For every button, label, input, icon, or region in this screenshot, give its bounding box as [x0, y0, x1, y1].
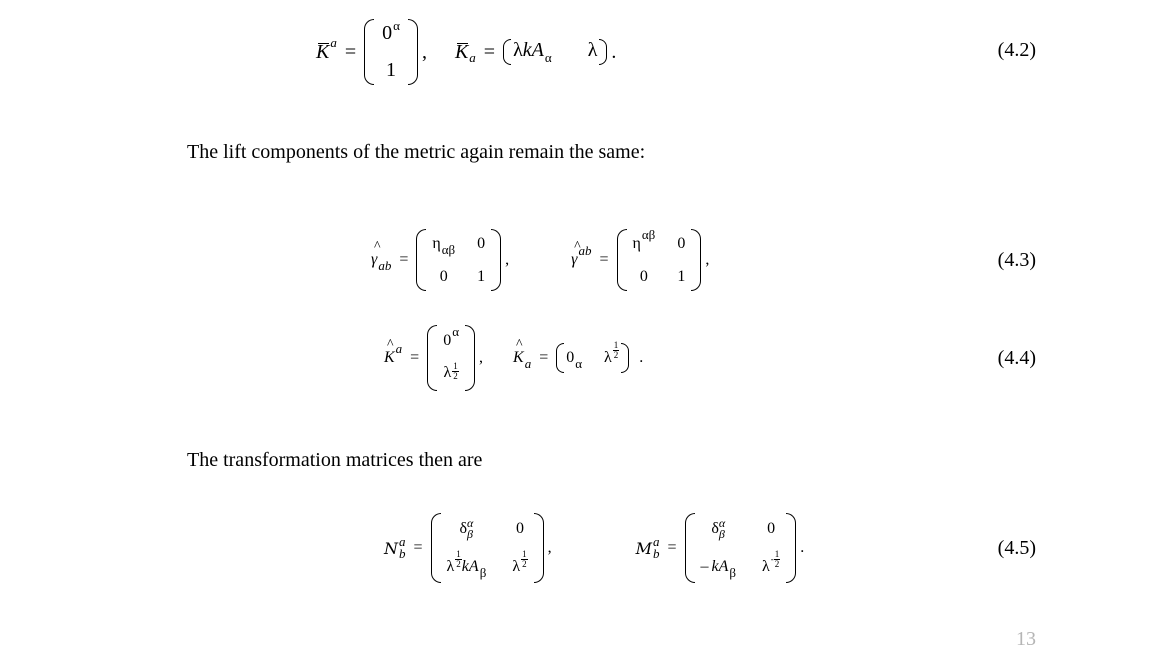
index-ab-upper: ab: [578, 243, 592, 258]
comma: ,: [421, 40, 427, 63]
page-number: 13: [1016, 628, 1036, 650]
sub-alpha: α: [544, 50, 552, 65]
matrix-N: δ α β 0 λ $\frac{1}{2}$ k A β λ $\frac{1}{2}$: [431, 513, 544, 583]
row-k: k: [522, 39, 532, 61]
period: .: [611, 40, 617, 63]
equals-sign: =: [599, 251, 609, 268]
N-symbol: N: [384, 538, 398, 558]
vector-bottom-one: 1: [386, 59, 397, 81]
minus-sign: –: [700, 558, 709, 575]
fraction-one-half: $\frac{1}{2}$: [522, 548, 527, 569]
equation-number-4-2: (4.2): [997, 39, 1036, 61]
matrix-one: 1: [677, 267, 686, 285]
A: A: [468, 558, 479, 575]
equation-4-2: [316, 18, 616, 86]
metric-matrix-upper: [617, 226, 702, 291]
k: k: [461, 558, 469, 575]
equals-sign: =: [410, 349, 420, 366]
comma: ,: [479, 349, 484, 366]
equals-sign: =: [399, 251, 409, 268]
equation-number-4-3: (4.3): [997, 249, 1036, 271]
index-a-lower: a: [524, 356, 532, 371]
equals-sign: =: [413, 539, 423, 556]
equals-sign: =: [483, 40, 496, 63]
row-vector-4-4: [556, 339, 629, 373]
fraction-one-half: $\frac{1}{2}$: [613, 339, 619, 360]
lambda: λ: [446, 558, 455, 575]
K-hat-lower: ^ K: [513, 349, 524, 367]
comma: ,: [705, 251, 710, 268]
k: k: [711, 558, 719, 575]
index-b: b: [399, 546, 406, 561]
vector-top-zero: 0: [382, 22, 393, 44]
matrix-zero: 0: [477, 234, 486, 252]
sub-alpha: α: [575, 356, 583, 371]
gamma-hat-upper: ^ γ: [571, 251, 577, 269]
row-A: A: [531, 39, 544, 61]
row-vector-4-2: [503, 39, 607, 65]
equation-number-4-5: (4.5): [997, 537, 1036, 559]
equation-4-5: [384, 512, 804, 584]
fraction-neg-one-half: $\frac{1}{2}$: [774, 548, 780, 569]
equation-4-3: [371, 228, 709, 292]
K-hat-upper: ^ K: [384, 349, 395, 367]
sub-alpha-beta: αβ: [441, 241, 456, 257]
column-vector-4-4: [427, 325, 475, 391]
metric-matrix-lower: [416, 229, 501, 291]
vector-top-zero: 0: [443, 331, 452, 349]
K-bar-lower: K: [454, 40, 469, 63]
M-symbol: M: [635, 538, 652, 558]
matrix-zero: 0: [439, 267, 448, 285]
index-a-lower: a: [469, 50, 476, 65]
delta: δ: [711, 520, 719, 537]
fraction-one-half: $\frac{1}{2}$: [453, 361, 458, 381]
negative-sign: -: [770, 554, 774, 564]
K-bar-upper: K: [316, 40, 330, 63]
index-b: b: [652, 546, 660, 561]
index-a-upper: a: [395, 341, 403, 356]
lambda: λ: [762, 558, 770, 575]
sup-alpha-beta: αβ: [641, 226, 656, 242]
paragraph-transformation-matrices: The transformation matrices then are: [187, 449, 483, 471]
index-a: a: [399, 534, 406, 549]
sup-alpha: α: [452, 323, 460, 339]
matrix-zero: 0: [677, 234, 686, 252]
row-zero: 0: [566, 349, 575, 366]
matrix-zero: 0: [515, 520, 524, 537]
lambda: λ: [443, 364, 452, 381]
period: .: [639, 349, 644, 366]
eta: η: [432, 234, 441, 252]
equals-sign: =: [539, 349, 549, 366]
equation-4-4: [384, 324, 643, 392]
equals-sign: =: [344, 40, 357, 63]
lambda: λ: [604, 349, 612, 366]
comma: ,: [505, 251, 510, 268]
comma: ,: [547, 539, 552, 556]
fraction-one-half: $\frac{1}{2}$: [456, 548, 461, 569]
gamma-hat-lower: ^ γ: [371, 251, 377, 269]
matrix-zero: 0: [639, 267, 648, 285]
index-a: a: [652, 534, 660, 549]
matrix-M: δ α β 0 – k A β λ - $\frac{1}{2}$: [685, 513, 797, 583]
equals-sign: =: [667, 539, 677, 556]
eta: η: [632, 234, 641, 252]
row-lambda: λ: [513, 39, 523, 61]
A: A: [718, 558, 729, 575]
index-a-upper: a: [330, 35, 337, 50]
sup-alpha: α: [393, 18, 400, 33]
matrix-one: 1: [477, 267, 486, 285]
sub-beta: β: [729, 565, 737, 580]
index-ab-lower: ab: [378, 258, 392, 273]
column-vector-4-2: [364, 19, 418, 85]
equation-number-4-4: (4.4): [997, 347, 1036, 369]
delta: δ: [459, 520, 468, 537]
matrix-zero: 0: [767, 520, 776, 537]
lambda: λ: [512, 558, 521, 575]
sub-beta: β: [479, 565, 487, 580]
row-lambda-last: λ: [587, 39, 598, 61]
period: .: [800, 539, 805, 556]
paragraph-lift-components: The lift components of the metric again remain the same:: [187, 141, 646, 163]
